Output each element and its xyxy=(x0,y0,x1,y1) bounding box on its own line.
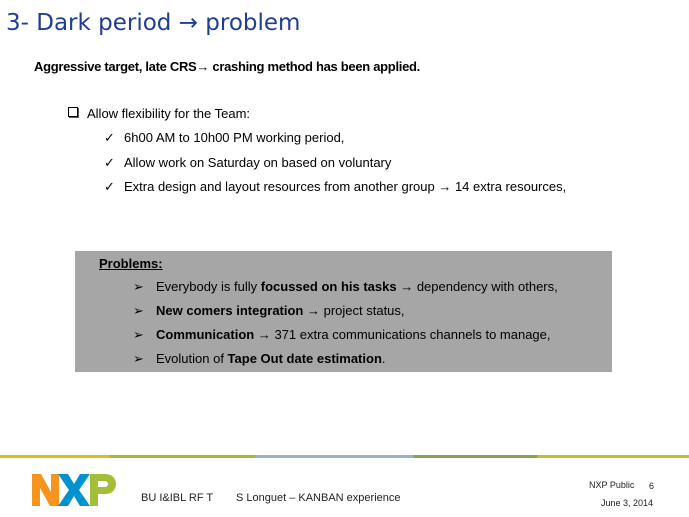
nxp-logo xyxy=(32,474,117,506)
footer-author: S Longuet – KANBAN experience xyxy=(236,492,401,504)
slide-subtitle: Aggressive target, late CRS→ crashing method has been applied. xyxy=(34,59,420,74)
checklist xyxy=(104,130,566,204)
section-heading-text: Allow flexibility for the Team: xyxy=(87,106,251,121)
footer-classification: NXP Public xyxy=(589,480,635,490)
slide-title: 3- Dark period → problem xyxy=(6,10,301,36)
arrowhead-icon: ➢ xyxy=(133,351,144,366)
checklist-item: ✓ 6h00 AM to 10h00 PM working period, xyxy=(104,130,345,145)
arrowhead-icon: ➢ xyxy=(133,327,144,342)
checkmark-icon: ✓ xyxy=(104,179,115,194)
problems-title: Problems: xyxy=(99,256,163,271)
square-outline-icon xyxy=(68,107,78,117)
footer-org: BU I&IBL RF T xyxy=(141,492,214,504)
problems-panel xyxy=(75,251,612,372)
checklist-item: ✓ Allow work on Saturday on based on voluntary xyxy=(104,154,392,170)
problem-item: ➢ New comers integration → project status, xyxy=(133,303,405,318)
problems-list xyxy=(133,279,558,375)
checkmark-icon: ✓ xyxy=(104,130,115,145)
problem-item: ➢ Everybody is fully focussed on his tasks → dependency with others, xyxy=(133,279,558,294)
page-number: 6 xyxy=(649,481,655,491)
arrowhead-icon: ➢ xyxy=(133,279,144,294)
footer-date: June 3, 2014 xyxy=(601,498,654,508)
problem-item: ➢ Communication → 371 extra communications channels to manage, xyxy=(133,327,551,342)
section-heading xyxy=(68,106,250,121)
problem-item: ➢ Evolution of Tape Out date estimation. xyxy=(133,351,386,366)
footer-divider xyxy=(0,455,689,458)
checklist-item: ✓ Extra design and layout resources from another group → 14 extra resources, xyxy=(104,179,567,194)
arrowhead-icon: ➢ xyxy=(133,303,144,318)
checkmark-icon: ✓ xyxy=(104,154,115,170)
